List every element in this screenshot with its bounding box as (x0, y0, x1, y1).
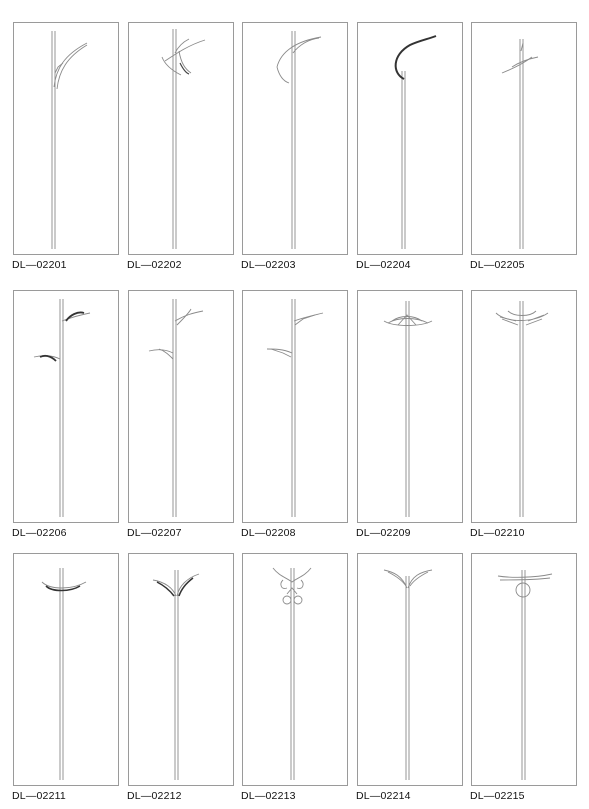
pole-drawing-frame (357, 290, 463, 523)
street-lamp-pole-drawing (14, 23, 118, 254)
pole-drawing-frame (471, 290, 577, 523)
pole-drawing-frame (128, 553, 234, 786)
pole-drawing-frame (471, 22, 577, 255)
street-lamp-pole-drawing (14, 291, 118, 522)
model-code: DL—02209 (356, 527, 411, 539)
pole-drawing-frame (13, 553, 119, 786)
street-lamp-pole-drawing (358, 23, 462, 254)
street-lamp-pole-drawing (358, 291, 462, 522)
pole-drawing-frame (13, 290, 119, 523)
model-code: DL—02213 (241, 790, 296, 802)
street-lamp-pole-drawing (243, 554, 347, 785)
pole-drawing-frame (13, 22, 119, 255)
pole-drawing-frame (242, 22, 348, 255)
model-code: DL—02211 (12, 790, 66, 802)
street-lamp-pole-drawing (14, 554, 118, 785)
street-lamp-pole-drawing (472, 23, 576, 254)
model-code: DL—02210 (470, 527, 525, 539)
pole-drawing-frame (471, 553, 577, 786)
model-code: DL—02205 (470, 259, 525, 271)
street-lamp-pole-drawing (129, 291, 233, 522)
pole-drawing-frame (128, 290, 234, 523)
street-lamp-pole-drawing (129, 554, 233, 785)
model-code: DL—02214 (356, 790, 411, 802)
model-code: DL—02202 (127, 259, 182, 271)
model-code: DL—02206 (12, 527, 67, 539)
pole-drawing-frame (357, 553, 463, 786)
street-lamp-pole-drawing (243, 291, 347, 522)
street-lamp-pole-drawing (472, 291, 576, 522)
street-lamp-pole-drawing (472, 554, 576, 785)
model-code: DL—02204 (356, 259, 411, 271)
street-lamp-pole-drawing (129, 23, 233, 254)
pole-drawing-frame (242, 290, 348, 523)
model-code: DL—02203 (241, 259, 296, 271)
model-code: DL—02215 (470, 790, 525, 802)
pole-drawing-frame (242, 553, 348, 786)
model-code: DL—02212 (127, 790, 182, 802)
model-code: DL—02207 (127, 527, 182, 539)
model-code: DL—02208 (241, 527, 296, 539)
street-lamp-pole-drawing (358, 554, 462, 785)
pole-drawing-frame (357, 22, 463, 255)
pole-drawing-frame (128, 22, 234, 255)
street-lamp-pole-drawing (243, 23, 347, 254)
model-code: DL—02201 (12, 259, 67, 271)
